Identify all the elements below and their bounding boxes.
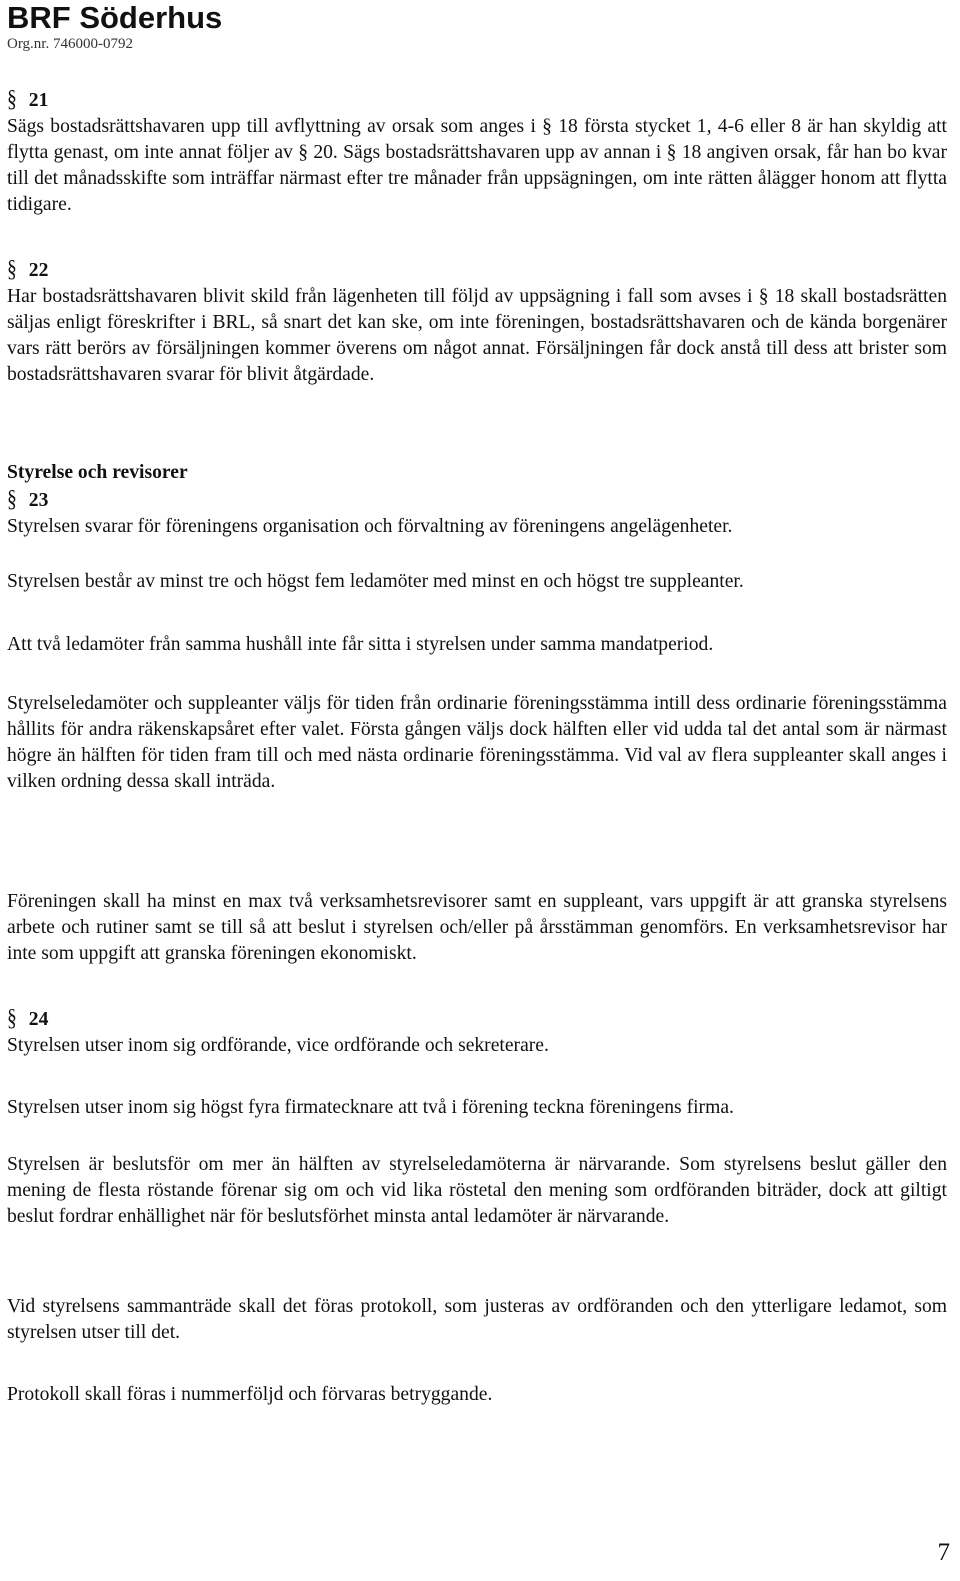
section-23-paragraph: Styrelsen består av minst tre och högst fem ledamöter med minst en och högst tre suppleanter. [7,571,744,592]
section-number: 23 [28,490,49,511]
chapter-heading: Styrelse och revisorer [7,462,188,483]
chapter-styrelse [7,460,947,486]
section-23-paragraph: Att två ledamöter från samma hushåll inte får sitta i styrelsen under samma mandatperiod. [7,634,714,655]
section-24-paragraph: Vid styrelsens sammanträde skall det föras protokoll, som justeras av ordföranden och den ytterligare ledamot, som styrelsen utser till det. [7,1296,947,1343]
section-sign-icon: § [7,486,17,513]
section-number: 21 [28,90,49,111]
section-24-paragraph: Styrelsen utser inom sig ordförande, vice ordförande och sekreterare. [7,1035,549,1056]
section-21-text: Sägs bostadsrättshavaren upp till avflyttning av orsak som anges i § 18 första stycket 1, 4-6 eller 8 är han skyldig att flytta genast, om inte annat följer av § 20. Sägs bostadsrättshavaren upp av annan i § 18 angiven orsak, får han bo kvar till det månadsskifte som inträffar närmast efter tre månader från uppsägningen, om inte rätten ålägger honom att flytta tidigare. [7,116,947,215]
section-number: 24 [28,1009,49,1030]
section-22 [7,258,947,388]
section-sign-icon: § [7,1005,17,1032]
section-23 [7,488,947,540]
section-24 [7,1007,947,1059]
document-title: BRF Söderhus [7,0,223,35]
section-23-paragraph: Styrelsen svarar för föreningens organisation och förvaltning av föreningens angelägenheter. [7,516,733,537]
section-24-paragraph: Styrelsen är beslutsför om mer än hälften av styrelseledamöterna är närvarande. Som styrelsens beslut gäller den mening de flesta röstande förenar sig om och vid lika röstetal den mening som ordföranden biträder, dock att giltigt beslut fordrar enhällighet när för beslutsförhet minsta antal ledamöter är närvarande. [7,1154,947,1227]
section-22-text: Har bostadsrättshavaren blivit skild från lägenheten till följd av uppsägning i fall som avses i § 18 skall bostadsrätten säljas enligt föreskrifter i BRL, så snart det kan ske, om inte föreningen, bostadsrättshavaren och de kända borgenärer vars rätt berörs av försäljningen kommer överens om något annat. Försäljningen får dock anstå till dess att brister som bostadsrättshavaren svarar för blivit åtgärdade. [7,286,947,385]
section-23-heading [7,488,947,514]
section-24-paragraph: Protokoll skall föras i nummerföljd och förvaras betryggande. [7,1384,493,1405]
page-number: 7 [937,1539,950,1566]
org-number: Org.nr. 746000-0792 [7,36,133,52]
section-sign-icon: § [7,256,17,283]
section-22-heading [7,258,947,284]
section-23-paragraph: Styrelseledamöter och suppleanter väljs för tiden från ordinarie föreningsstämma intill dess ordinarie föreningsstämma hållits för andra räkenskapsåret efter valet. Första gången väljs dock hälften eller vid udda tal det antal som är närmast högre än hälften för tiden fram till och med nästa ordinarie föreningsstämma. Vid val av flera suppleanter skall anges i vilken ordning dessa skall inträda. [7,693,947,792]
section-21 [7,88,947,218]
section-23-paragraph: Föreningen skall ha minst en max två verksamhetsrevisorer samt en suppleant, vars uppgift är att granska styrelsens arbete och rutiner samt se till så att beslut i styrelsen och/eller på årsstämman genomförs. En verksamhetsrevisor har inte som uppgift att granska föreningen ekonomiskt. [7,891,947,964]
section-21-heading [7,88,947,114]
section-24-paragraph: Styrelsen utser inom sig högst fyra firmatecknare att två i förening teckna föreningens firma. [7,1097,734,1118]
section-number: 22 [28,260,49,281]
section-sign-icon: § [7,86,17,113]
section-24-heading [7,1007,947,1033]
